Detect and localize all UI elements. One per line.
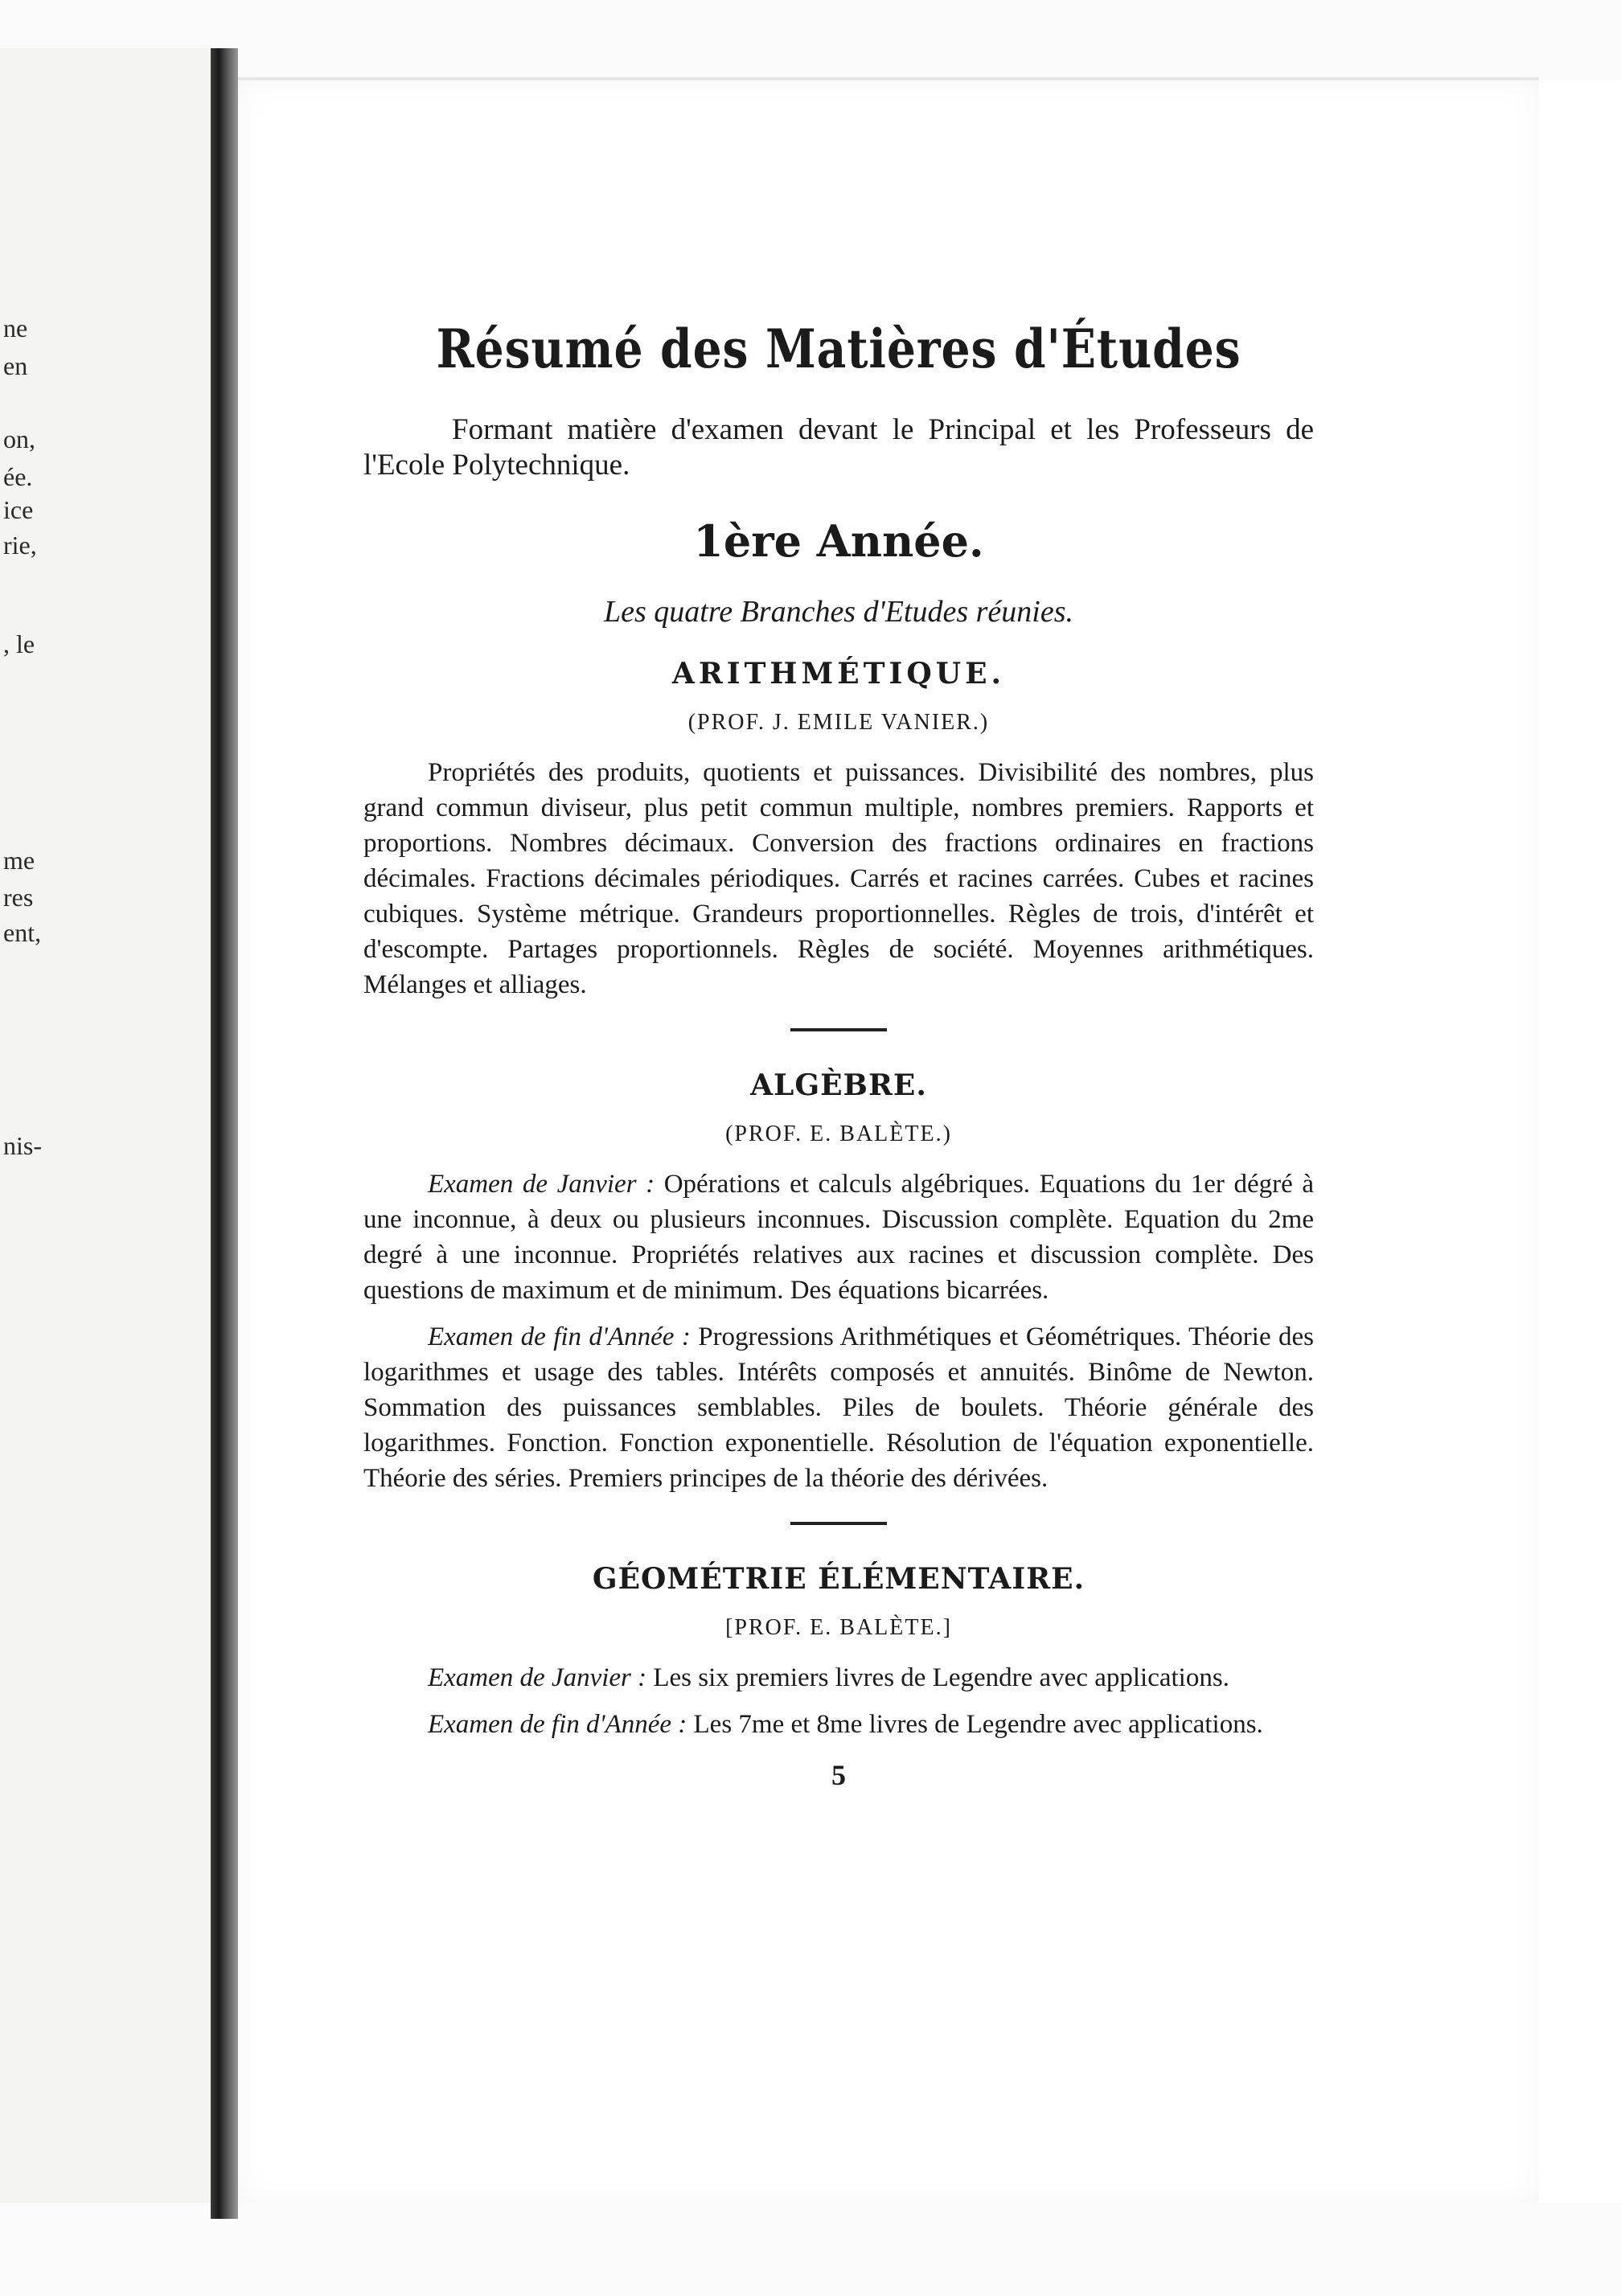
left-fragment: rie, [3,531,37,560]
section-paragraph [363,1319,1314,1496]
paragraph-text: Les 7me et 8me livres de Legendre avec applications. [687,1710,1263,1739]
left-fragment: , le [3,629,35,658]
year-heading: 1ère Année. [693,515,984,567]
section-geometrie [363,1562,1314,1742]
left-fragment: ice [3,495,34,524]
section-divider [790,1522,887,1525]
paragraph-text: Opérations et calculs algébriques. Equations du 1er dégré à une inconnue, à deux ou plusieurs inconnues. Discussion complète. Equation du 2me degré à une inconnue. Propriétés relatives aux racines et discussion complète. Des questions de maximum et de minimum. Des équations bicarrées. [363,1170,1315,1305]
left-fragment: en [3,351,28,380]
section-title: ALGÈBRE. [750,1068,927,1102]
book-binding-gutter [211,48,238,2219]
paragraph-text: Les six premiers livres de Legendre avec applications. [646,1663,1229,1692]
left-fragment: nis- [3,1131,42,1160]
section-paragraph [363,1660,1314,1695]
document-subtitle: Formant matière d'examen devant le Principal et les Professeurs de l'Ecole Polytechnique. [363,413,1314,482]
left-fragment: ne [3,314,28,342]
page-content [363,318,1314,1792]
section-paragraph [363,1166,1314,1308]
left-facing-page [0,48,219,2203]
section-divider [790,1028,887,1031]
paragraph-lead: Examen de Janvier : [428,1170,655,1199]
section-title: ARITHMÉTIQUE. [671,657,1006,691]
left-fragment: ée. [3,462,33,491]
section-paragraph [363,1707,1314,1742]
section-professor: (PROF. J. EMILE VANIER.) [687,710,990,735]
left-fragment: on, [3,424,35,453]
paragraph-text: Propriétés des produits, quotients et puissances. Divisibilité des nombres, plus grand commun diviseur, plus petit commun multiple, nombres premiers. Rapports et proportions. Nombres décimaux. Conversion des fractions ordinaires en fractions décimales. Fractions décimales périodiques. Carrés et racines carrées. Cubes et racines cubiques. Système métrique. Grandeurs proportionnelles. Règles de trois, d'intérêt et d'escompte. Partages proportionnels. Règles de société. Moyennes arithmétiques. Mélanges et alliages. [363,758,1314,999]
left-fragment: me [3,846,35,875]
paragraph-lead: Examen de fin d'Année : [428,1710,687,1739]
paragraph-lead: Examen de Janvier : [428,1663,647,1692]
left-fragment: ent, [3,918,42,947]
section-professor: (PROF. E. BALÈTE.) [725,1121,952,1146]
right-margin [1539,80,1621,2203]
paragraph-lead: Examen de fin d'Année : [428,1322,691,1351]
left-fragment: res [3,883,34,912]
section-professor: [PROF. E. BALÈTE.] [725,1615,952,1640]
section-paragraph [363,755,1314,1002]
document-title: Résumé des Matières d'Études [436,318,1241,380]
section-algebre [363,1068,1314,1496]
page-number: 5 [831,1759,846,1791]
section-arithmetique [363,657,1314,1002]
paragraph-text: Progressions Arithmétiques et Géométriques. Théorie des logarithmes et usage des tables. Intérêts composés et annuités. Binôme de Newton. Sommation des puissances semblables. Piles de boulets. Théorie générale des logarithmes. Fonction. Fonction exponentielle. Résolution de l'équation exponentielle. Théorie des séries. Premiers principes de la théorie des dérivées. [363,1322,1314,1493]
section-title: GÉOMÉTRIE ÉLÉMENTAIRE. [592,1562,1085,1596]
branches-heading: Les quatre Branches d'Etudes réunies. [603,595,1074,629]
